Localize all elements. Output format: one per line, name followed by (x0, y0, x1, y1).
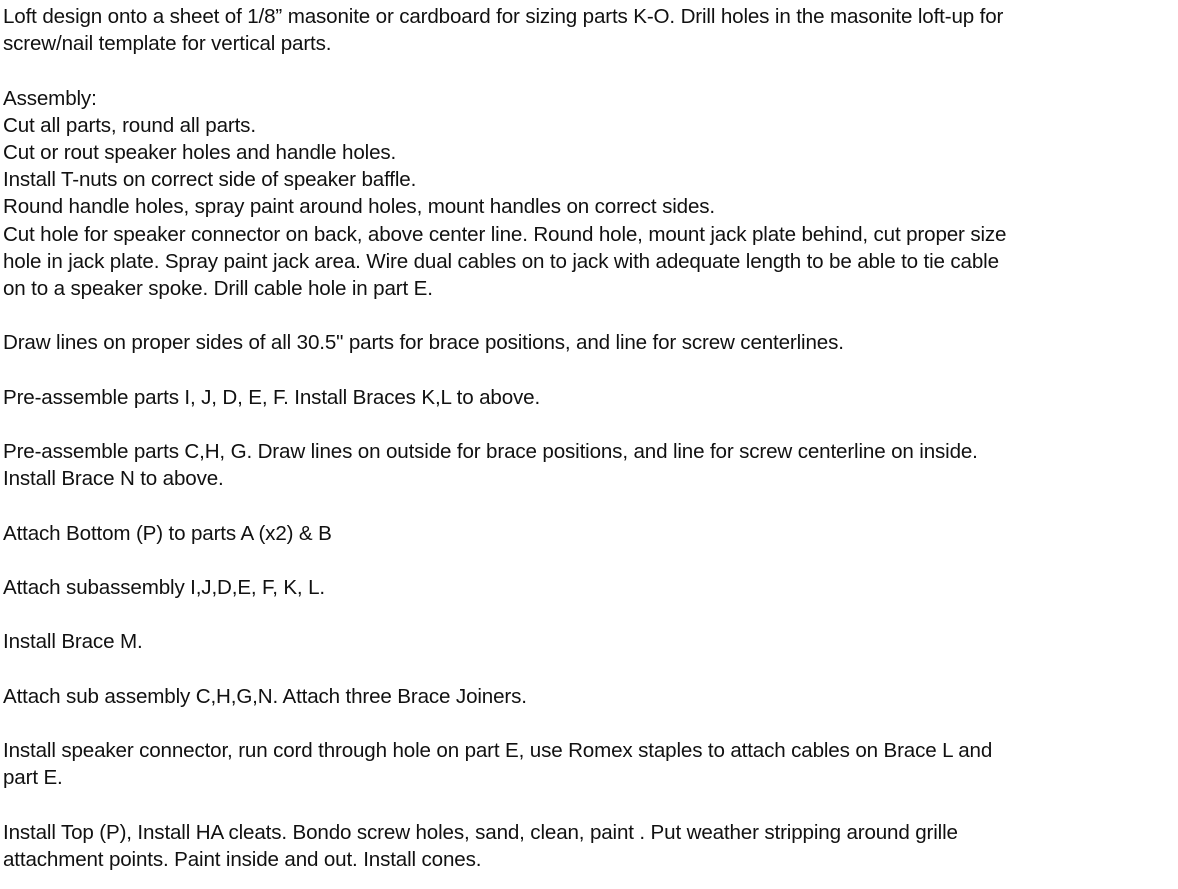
text-line: part E. (3, 766, 63, 790)
preassemble-1-paragraph (3, 384, 1175, 411)
install-top-paragraph (3, 819, 1175, 873)
text-line: Pre-assemble parts I, J, D, E, F. Install Braces K,L to above. (3, 385, 541, 409)
assembly-step: Cut all parts, round all parts. (3, 113, 256, 137)
text-line: screw/nail template for vertical parts. (3, 32, 332, 56)
text-line: Install Brace M. (3, 630, 143, 654)
attach-subassembly-paragraph (3, 574, 1175, 601)
install-connector-paragraph (3, 737, 1175, 791)
paragraph-gap (3, 411, 1175, 438)
text-line: Loft design onto a sheet of 1/8” masonite or cardboard for sizing parts K-O. Drill holes in the masonite loft-up for (3, 5, 1004, 28)
paragraph-gap (3, 356, 1175, 383)
paragraph-gap (3, 492, 1175, 519)
assembly-step: Cut or rout speaker holes and handle holes. (3, 140, 397, 164)
text-line: attachment points. Paint inside and out. Install cones. (3, 847, 482, 871)
assembly-step: Install T-nuts on correct side of speaker baffle. (3, 168, 417, 192)
assembly-step: on to a speaker spoke. Drill cable hole in part E. (3, 276, 433, 300)
attach-bottom-paragraph (3, 520, 1175, 547)
text-line: Install speaker connector, run cord through hole on part E, use Romex staples to attach cables on Brace L and (3, 739, 993, 763)
paragraph-gap (3, 791, 1175, 818)
paragraph-gap (3, 547, 1175, 574)
draw-lines-paragraph (3, 329, 1175, 356)
paragraph-gap (3, 302, 1175, 329)
text-line: Install Brace N to above. (3, 467, 224, 491)
text-line: Pre-assemble parts C,H, G. Draw lines on outside for brace positions, and line for screw centerline on inside. (3, 440, 978, 463)
text-line: Attach subassembly I,J,D,E, F, K, L. (3, 575, 325, 599)
text-line: Install Top (P), Install HA cleats. Bondo screw holes, sand, clean, paint . Put weather stripping around grille (3, 820, 958, 844)
assembly-step: hole in jack plate. Spray paint jack area. Wire dual cables on to jack with adequate length to be able to tie cable (3, 249, 999, 273)
assembly-section (3, 85, 1175, 303)
paragraph-gap (3, 710, 1175, 737)
assembly-step: Cut hole for speaker connector on back, above center line. Round hole, mount jack plate behind, cut proper size (3, 222, 1007, 246)
install-brace-m-paragraph (3, 628, 1175, 655)
paragraph-gap (3, 57, 1175, 84)
document-body (3, 3, 1175, 873)
text-line: Attach Bottom (P) to parts A (x2) & B (3, 521, 332, 545)
intro-paragraph (3, 3, 1175, 57)
paragraph-gap (3, 656, 1175, 683)
paragraph-gap (3, 601, 1175, 628)
text-line: Draw lines on proper sides of all 30.5" parts for brace positions, and line for screw centerlines. (3, 331, 844, 355)
attach-sub-assembly-2-paragraph (3, 683, 1175, 710)
assembly-heading: Assembly: (3, 86, 97, 110)
text-line: Attach sub assembly C,H,G,N. Attach three Brace Joiners. (3, 684, 527, 708)
assembly-step: Round handle holes, spray paint around holes, mount handles on correct sides. (3, 195, 715, 219)
preassemble-2-paragraph (3, 438, 1175, 492)
